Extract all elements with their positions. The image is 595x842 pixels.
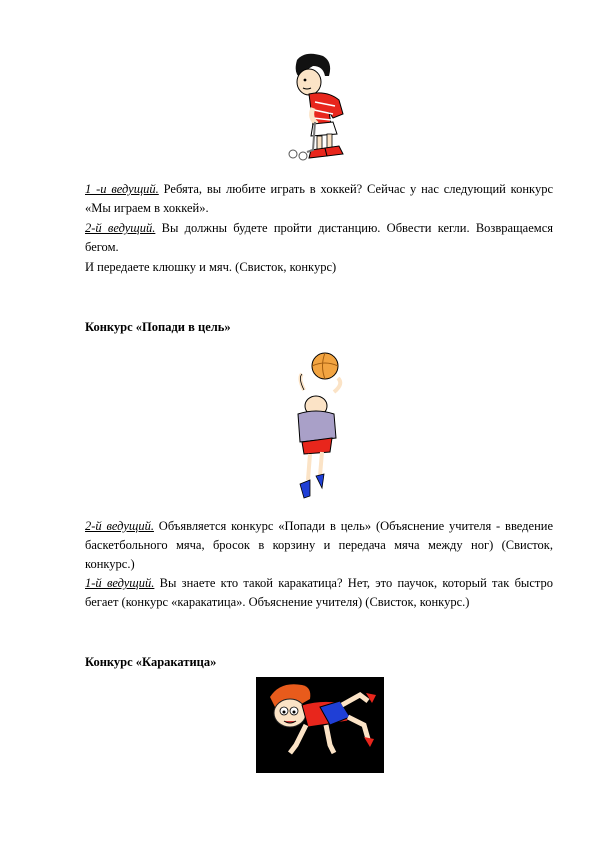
paragraph-text: Вы должны будете пройти дистанцию. Обвести кегли. Возвращаемся бегом. <box>85 221 553 254</box>
golfer-illustration <box>283 52 355 170</box>
paragraph-text: Вы знаете кто такой каракатица? Нет, это паучок, который так быстро бегает (конкурс «каракатица». Объяснение учителя) (Свисток, конкурс.) <box>85 576 553 609</box>
paragraph-leader1-hockey <box>85 180 553 218</box>
paragraph-text: Объявляется конкурс «Попади в цель» (Объяснение учителя - введение баскетбольного мяча, бросок в корзину и передача мяча между ног) (Свисток, конкурс.) <box>85 519 553 571</box>
heading-cuttlefish: Конкурс «Каракатица» <box>85 655 217 669</box>
paragraph-text: И передаете клюшку и мяч. (Свисток, конкурс) <box>85 260 337 274</box>
paragraph-leader2-announce <box>85 517 553 574</box>
paragraph-leader1-cuttlefish <box>85 574 553 612</box>
crab-walk-illustration <box>256 677 384 773</box>
speaker-label: 2-й ведущий. <box>85 221 156 235</box>
basketball-illustration <box>280 348 360 500</box>
speaker-label: 1 -и ведущий. <box>85 182 159 196</box>
speaker-label: 1-й ведущий. <box>85 576 155 590</box>
paragraph-pass-stick <box>85 258 553 277</box>
paragraph-text: Ребята, вы любите играть в хоккей? Сейчас у нас следующий конкурс «Мы играем в хоккей». <box>85 182 553 215</box>
paragraph-leader2-distance <box>85 219 553 257</box>
speaker-label: 2-й ведущий. <box>85 519 154 533</box>
heading-hit-target: Конкурс «Попади в цель» <box>85 320 231 334</box>
